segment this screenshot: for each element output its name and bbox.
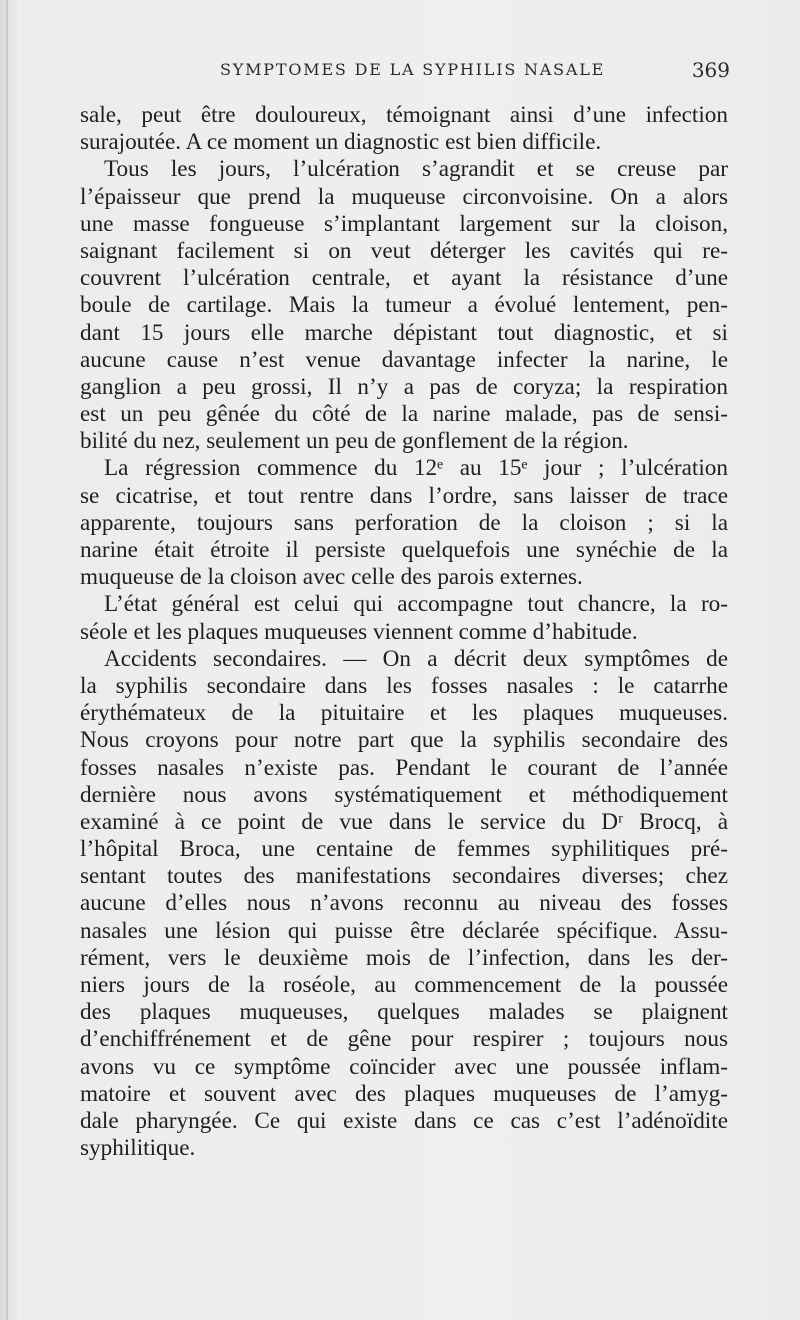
paragraph <box>80 455 728 591</box>
text-line: syphilitique. <box>80 1135 196 1162</box>
text-line: la syphilis secondaire dans les fosses nasales : le catarrhe <box>80 672 728 699</box>
text-line: dernière nous avons systématiquement et méthodiquement <box>80 781 728 808</box>
text-line: séole et les plaques muqueuses viennent comme d’habitude. <box>80 618 638 645</box>
paragraph <box>80 646 728 1163</box>
text-line: ganglion a peu grossi, Il n’y a pas de coryza; la respiration <box>80 373 728 400</box>
text-line: aucune cause n’est venue davantage infecter la narine, le <box>80 346 728 373</box>
text-line: Tous les jours, l’ulcération s’agrandit et se creuse par <box>104 156 728 183</box>
text-line: fosses nasales n’existe pas. Pendant le courant de l’année <box>80 754 728 781</box>
text-line: l’hôpital Broca, une centaine de femmes syphilitiques pré- <box>80 836 728 863</box>
text-line: se cicatrise, et tout rentre dans l’ordre, sans laisser de trace <box>80 482 728 509</box>
text-line: avons vu ce symptôme coïncider avec une poussée inflam- <box>80 1053 728 1080</box>
text-line: aucune d’elles nous n’avons reconnu au niveau des fosses <box>80 890 728 917</box>
text-line: niers jours de la roséole, au commencement de la poussée <box>80 972 728 998</box>
text-line: est un peu gênée du côté de la narine malade, pas de sensi- <box>80 401 728 428</box>
page-gutter-shadow <box>6 0 8 1320</box>
paragraph <box>80 591 728 645</box>
text-line: matoire et souvent avec des plaques muqueuses de l’amyg- <box>80 1080 728 1107</box>
text-line: des plaques muqueuses, quelques malades se plaignent <box>80 999 728 1026</box>
text-line: muqueuse de la cloison avec celle des parois externes. <box>80 564 583 591</box>
text-line: apparente, toujours sans perforation de la cloison ; si la <box>80 509 728 536</box>
running-header <box>80 58 730 84</box>
text-line: sentant toutes des manifestations secondaires diverses; chez <box>80 863 728 890</box>
text-line: boule de cartilage. Mais la tumeur a évolué lentement, pen- <box>80 292 728 319</box>
text-line: d’enchiffrénement et de gêne pour respirer ; toujours nous <box>80 1026 728 1053</box>
text-line: Nous croyons pour notre part que la syphilis secondaire des <box>80 727 728 754</box>
text-line: sale, peut être douloureux, témoignant ainsi d’une infection <box>80 102 728 128</box>
text-line: examiné à ce point de vue dans le service du Dʳ Brocq, à <box>80 808 728 835</box>
text-line: bilité du nez, seulement un peu de gonflement de la région. <box>80 428 629 455</box>
body-text <box>80 102 728 1162</box>
paragraph <box>80 102 728 156</box>
text-line: nasales une lésion qui puisse être déclarée spécifique. Assu- <box>80 917 728 944</box>
text-line: une masse fongueuse s’implantant largement sur la cloison, <box>80 210 728 237</box>
text-line: La régression commence du 12ᵉ au 15ᵉ jour ; l’ulcération <box>104 455 728 482</box>
text-line: rément, vers le deuxième mois de l’infection, dans les der- <box>80 944 728 971</box>
text-line: dale pharyngée. Ce qui existe dans ce cas c’est l’adénoïdite <box>80 1107 728 1134</box>
text-line: Accidents secondaires. — On a décrit deux symptômes de <box>104 645 728 672</box>
paragraph <box>80 156 728 455</box>
text-line: surajoutée. A ce moment un diagnostic est bien difficile. <box>80 129 602 156</box>
text-line: L’état général est celui qui accompagne tout chancre, la ro- <box>104 591 728 618</box>
text-line: narine était étroite il persiste quelquefois une synéchie de la <box>80 537 728 563</box>
text-line: l’épaisseur que prend la muqueuse circonvoisine. On a alors <box>80 183 728 210</box>
running-title: SYMPTOMES DE LA SYPHILIS NASALE <box>220 60 606 79</box>
text-line: dant 15 jours elle marche dépistant tout diagnostic, et si <box>80 319 728 346</box>
text-line: saignant facilement si on veut déterger les cavités qui re- <box>80 237 728 264</box>
text-line: érythémateux de la pituitaire et les plaques muqueuses. <box>80 700 728 727</box>
text-line: couvrent l’ulcération centrale, et ayant la résistance d’une <box>80 265 728 292</box>
page-number: 369 <box>691 58 730 82</box>
